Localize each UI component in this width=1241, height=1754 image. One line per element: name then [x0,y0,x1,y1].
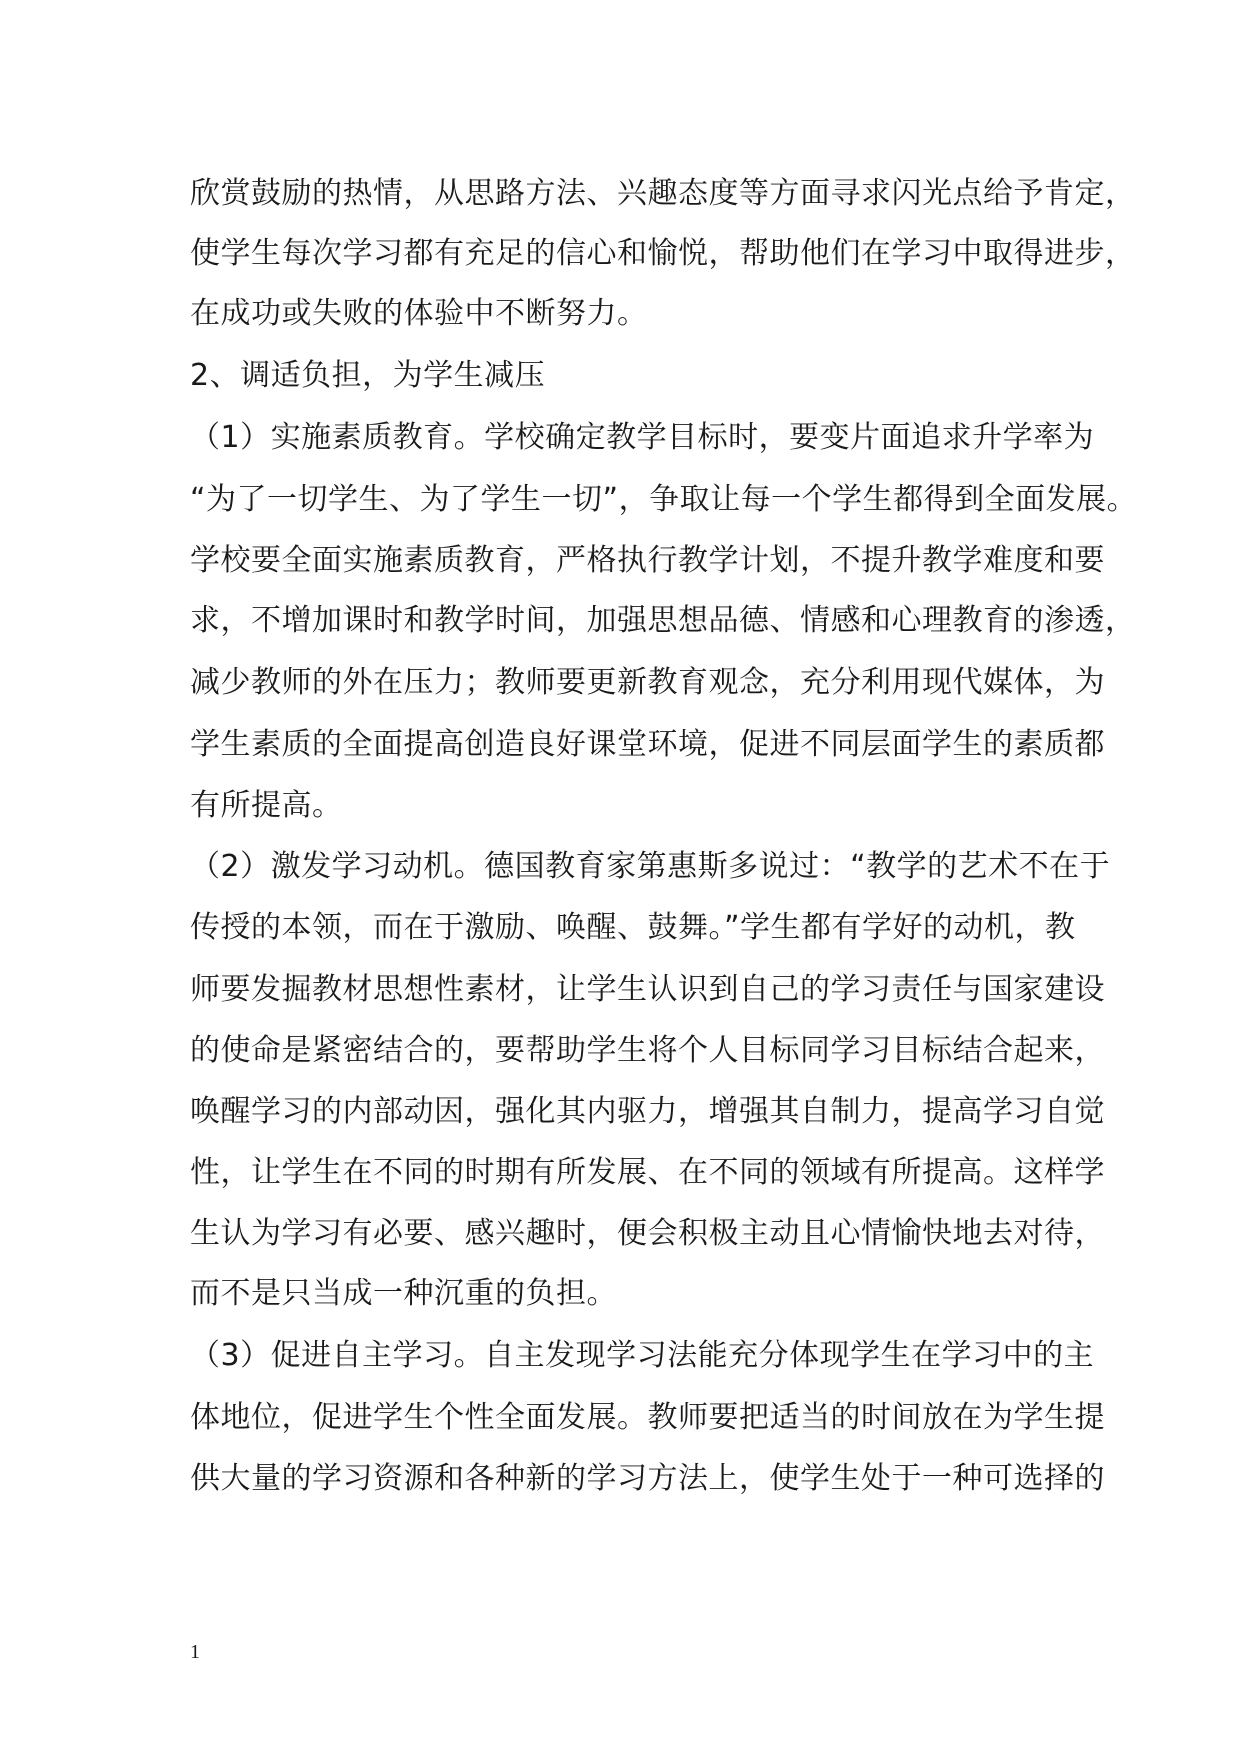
body-text-line: 的使命是紧密结合的，要帮助学生将个人目标同学习目标结合起来， [190,1033,1105,1068]
body-text-line: 师要发掘教材思想性素材，让学生认识到自己的学习责任与国家建设 [190,972,1105,1007]
body-text-line: 而不是只当成一种沉重的负担。 [190,1276,617,1311]
body-text-line: 供大量的学习资源和各种新的学习方法上，使学生处于一种可选择的 [190,1461,1105,1496]
body-text-line: 减少教师的外在压力；教师要更新教育观念，充分利用现代媒体，为 [190,665,1105,700]
body-text-line: （1）实施素质教育。学校确定教学目标时，要变片面追求升学率为 [190,420,1095,455]
body-text-line: （2）激发学习动机。德国教育家第惠斯多说过：“教学的艺术不在于 [190,849,1111,884]
body-text-line: 生认为学习有必要、感兴趣时，便会积极主动且心情愉快地去对待， [190,1216,1105,1251]
body-text-line: 体地位，促进学生个性全面发展。教师要把适当的时间放在为学生提 [190,1400,1105,1435]
body-text-line: 有所提高。 [190,788,343,823]
body-text-line: 求，不增加课时和教学时间，加强思想品德、情感和心理教育的渗透， [190,603,1136,638]
body-text-line: 使学生每次学习都有充足的信心和愉悦，帮助他们在学习中取得进步， [190,236,1136,271]
body-text-line: 学校要全面实施素质教育，严格执行教学计划，不提升教学难度和要 [190,543,1105,578]
body-text-line: 欣赏鼓励的热情，从思路方法、兴趣态度等方面寻求闪光点给予肯定， [190,176,1136,211]
body-text-line: 唤醒学习的内部动因，强化其内驱力，增强其自制力，提高学习自觉 [190,1094,1105,1129]
body-text-line: “为了一切学生、为了学生一切”，争取让每一个学生都得到全面发展。 [190,482,1138,517]
body-text-line: 性，让学生在不同的时期有所发展、在不同的领域有所提高。这样学 [190,1155,1105,1190]
body-text-line: 传授的本领，而在于激励、唤醒、鼓舞。”学生都有学好的动机，教 [190,910,1076,945]
page-number: 1 [190,1641,200,1663]
section-heading: 2、调适负担，为学生减压 [190,358,546,393]
body-text-line: 学生素质的全面提高创造良好课堂环境，促进不同层面学生的素质都 [190,727,1105,762]
body-text-line: （3）促进自主学习。自主发现学习法能充分体现学生在学习中的主 [190,1338,1095,1373]
body-text-line: 在成功或失败的体验中不断努力。 [190,296,648,331]
